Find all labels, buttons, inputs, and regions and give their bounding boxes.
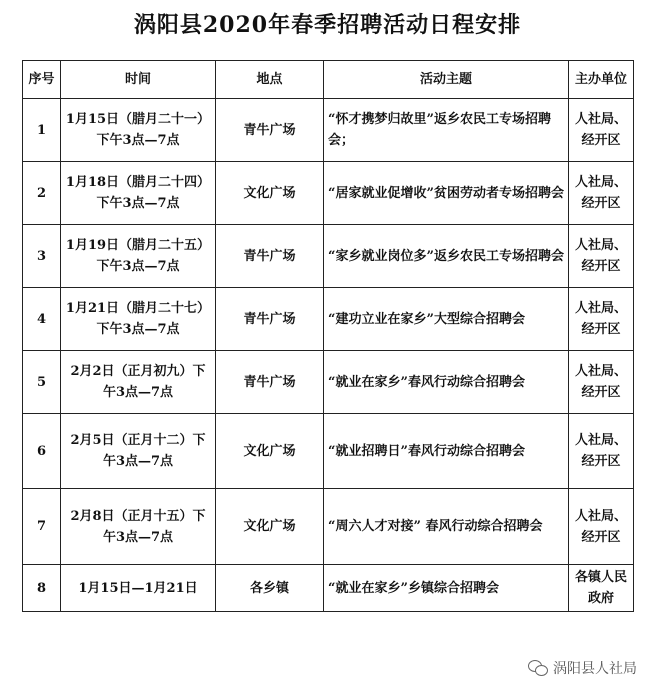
header-time: 时间	[61, 61, 216, 99]
cell-num: 1	[23, 99, 61, 162]
cell-org: 人社局、经开区	[569, 414, 634, 489]
cell-topic: “就业在家乡”乡镇综合招聘会	[324, 565, 569, 612]
cell-topic: “建功立业在家乡”大型综合招聘会	[324, 288, 569, 351]
cell-org: 人社局、经开区	[569, 351, 634, 414]
cell-topic: “居家就业促增收”贫困劳动者专场招聘会	[324, 162, 569, 225]
cell-topic: “就业招聘日”春风行动综合招聘会	[324, 414, 569, 489]
cell-place: 文化广场	[216, 414, 324, 489]
table-row	[23, 288, 634, 351]
table-row	[23, 565, 634, 612]
cell-time: 1月21日（腊月二十七）下午3点—7点	[61, 288, 216, 351]
cell-place: 青牛广场	[216, 288, 324, 351]
header-place: 地点	[216, 61, 324, 99]
cell-place: 青牛广场	[216, 225, 324, 288]
header-topic: 活动主题	[324, 61, 569, 99]
cell-topic: “周六人才对接” 春风行动综合招聘会	[324, 489, 569, 565]
wechat-icon	[528, 660, 548, 676]
cell-place: 青牛广场	[216, 351, 324, 414]
schedule-table	[22, 60, 634, 612]
cell-time: 1月19日（腊月二十五）下午3点—7点	[61, 225, 216, 288]
header-num: 序号	[23, 61, 61, 99]
cell-place: 各乡镇	[216, 565, 324, 612]
cell-org: 人社局、经开区	[569, 489, 634, 565]
cell-org: 人社局、经开区	[569, 288, 634, 351]
cell-num: 6	[23, 414, 61, 489]
footer-watermark	[528, 658, 637, 678]
table-row	[23, 162, 634, 225]
cell-num: 4	[23, 288, 61, 351]
cell-place: 文化广场	[216, 489, 324, 565]
cell-time: 2月8日（正月十五）下午3点—7点	[61, 489, 216, 565]
cell-org: 人社局、经开区	[569, 225, 634, 288]
cell-time: 1月15日（腊月二十一）下午3点—7点	[61, 99, 216, 162]
table-row	[23, 225, 634, 288]
table-row	[23, 99, 634, 162]
page-title: 涡阳县2020年春季招聘活动日程安排	[133, 12, 522, 38]
cell-num: 3	[23, 225, 61, 288]
table-row	[23, 351, 634, 414]
cell-org: 各镇人民政府	[569, 565, 634, 612]
footer-text: 涡阳县人社局	[553, 661, 637, 677]
cell-place: 青牛广场	[216, 99, 324, 162]
table-header-row	[23, 61, 634, 99]
cell-num: 7	[23, 489, 61, 565]
cell-org: 人社局、经开区	[569, 99, 634, 162]
cell-num: 5	[23, 351, 61, 414]
cell-place: 文化广场	[216, 162, 324, 225]
header-org: 主办单位	[569, 61, 634, 99]
cell-time: 2月2日（正月初九）下午3点—7点	[61, 351, 216, 414]
cell-org: 人社局、经开区	[569, 162, 634, 225]
cell-topic: “家乡就业岗位多”返乡农民工专场招聘会	[324, 225, 569, 288]
cell-topic: “就业在家乡”春风行动综合招聘会	[324, 351, 569, 414]
table-row	[23, 489, 634, 565]
cell-time: 1月18日（腊月二十四）下午3点—7点	[61, 162, 216, 225]
cell-topic: “怀才携梦归故里”返乡农民工专场招聘会；	[324, 99, 569, 162]
table-row	[23, 414, 634, 489]
cell-time: 2月5日（正月十二）下午3点—7点	[61, 414, 216, 489]
cell-num: 2	[23, 162, 61, 225]
cell-time: 1月15日—1月21日	[61, 565, 216, 612]
cell-num: 8	[23, 565, 61, 612]
